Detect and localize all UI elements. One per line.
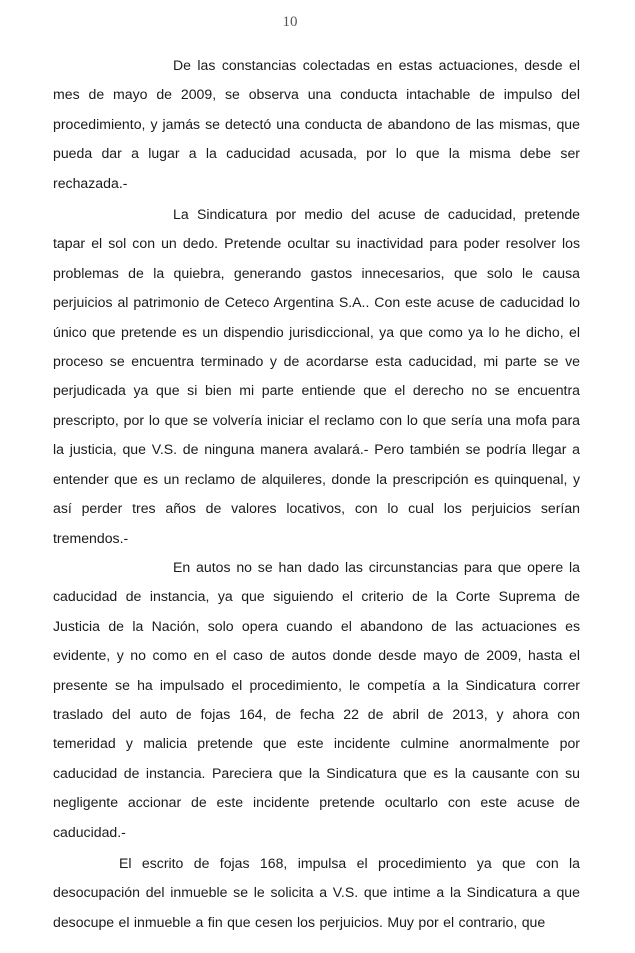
paragraph-sindicatura: La Sindicatura por medio del acuse de caducidad, pretende tapar el sol con un dedo. Pretende ocultar su inactividad para poder resolver los problemas de la quiebra, generando gastos innecesarios, que solo le causa perjuicios al patrimonio de Ceteco Argentina S.A.. Con este acuse de caducidad lo único que pretende es un dispendio jurisdiccional, ya que como ya lo he dicho, el proceso se encuentra terminado y de acordarse esta caducidad, mi parte se ve perjudicada ya que si bien mi parte entiende que el derecho no se encuentra prescripto, por lo que se volvería iniciar el reclamo con lo que sería una mofa para la justicia, que V.S. de ninguna manera avalará.- Pero también se podría llegar a entender que es un reclamo de alquileres, donde la prescripción es quinquenal, y así perder tres años de valores locativos, con lo cual los perjuicios serían tremendos.-: [53, 206, 580, 546]
document-body: [53, 51, 580, 937]
paragraph-caducidad-instancia: En autos no se han dado las circunstancias para que opere la caducidad de instancia, ya que siguiendo el criterio de la Corte Suprema de Justicia de la Nación, solo opera cuando el abandono de las actuaciones es evidente, y no como en el caso de autos donde desde mayo de 2009, hasta el presente se ha impulsado el procedimiento, le competía a la Sindicatura correr traslado del auto de fojas 164, de fecha 22 de abril de 2013, y ahora con temeridad y malicia pretende que este incidente culmine anormalmente por caducidad de instancia. Pareciera que la Sindicatura que es la causante con su negligente accionar de este incidente pretende ocultarlo con este acuse de caducidad.-: [53, 558, 580, 840]
paragraph-escrito-fojas: El escrito de fojas 168, impulsa el procedimiento ya que con la desocupación del inmueble se le solicita a V.S. que intime a la Sindicatura a que desocupe el inmueble a fin que cesen los perjuicios. Muy por el contrario, que: [53, 854, 580, 930]
paragraph-constancias: De las constancias colectadas en estas actuaciones, desde el mes de mayo de 2009, se observa una conducta intachable de impulso del procedimiento, y jamás se detectó una conducta de abandono de las mismas, que pueda dar a lugar a la caducidad acusada, por lo que la misma debe ser rechazada.-: [53, 57, 580, 191]
page-number: 10: [282, 14, 298, 30]
